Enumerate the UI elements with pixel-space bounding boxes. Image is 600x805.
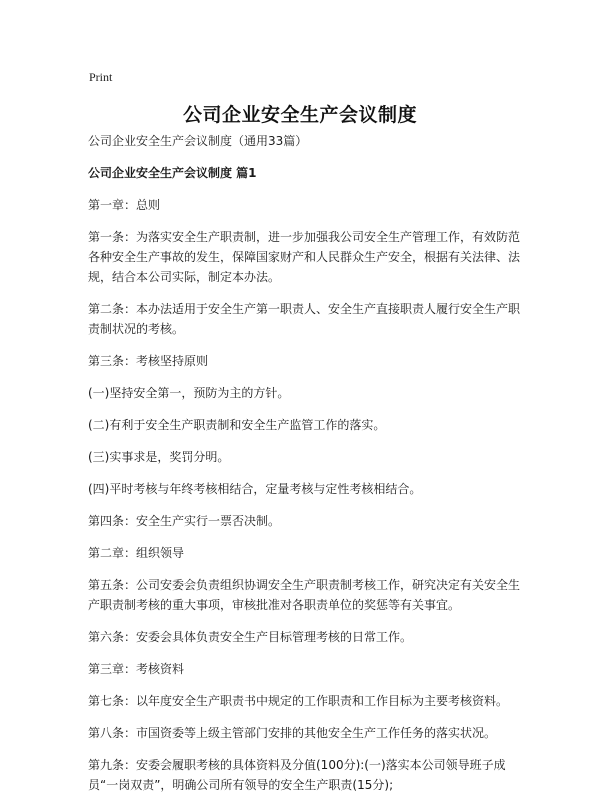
list-item: (三)实事求是，奖罚分明。 [88, 450, 230, 464]
document-body [88, 131, 524, 805]
document-title: 公司企业安全生产会议制度 [182, 104, 417, 126]
paragraph: 第四条：安全生产实行一票否决制。 [88, 514, 281, 528]
chapter-heading: 第三章：考核资料 [88, 662, 185, 676]
paragraph: 第二条：本办法适用于安全生产第一职责人、安全生产直接职责人履行安全生产职责制状况的考核。 [88, 302, 521, 336]
chapter-heading: 第一章：总则 [88, 198, 161, 212]
paragraph: 第一条：为落实安全生产职责制，进一步加强我公司安全生产管理工作，有效防范各种安全生产事故的发生，保障国家财产和人民群众生产安全，根据有关法律、法规，结合本公司实际，制定本办法。 [88, 230, 521, 284]
list-item: (二)有利于安全生产职责制和安全生产监管工作的落实。 [88, 418, 386, 432]
document-subtitle: 公司企业安全生产会议制度（通用33篇） [88, 134, 308, 148]
paragraph: 第九条：安委会履职考核的具体资料及分值(100分):(一)落实本公司领导班子成员“一岗双责”，明确公司所有领导的安全生产职责(15分); [88, 758, 506, 792]
paragraph: 第六条：安委会具体负责安全生产目标管理考核的日常工作。 [88, 630, 413, 644]
paragraph: 第七条：以年度安全生产职责书中规定的工作职责和工作目标为主要考核资料。 [88, 694, 509, 708]
paragraph: 第三条：考核坚持原则 [88, 354, 209, 368]
list-item: (一)坚持安全第一，预防为主的方针。 [88, 386, 290, 400]
paragraph: 第八条：市国资委等上级主管部门安排的其他安全生产工作任务的落实状况。 [88, 726, 497, 740]
paragraph: 第五条：公司安委会负责组织协调安全生产职责制考核工作，研究决定有关安全生产职责制考核的重大事项，审核批准对各职责单位的奖惩等有关事宜。 [88, 578, 521, 612]
list-item: (四)平时考核与年终考核相结合，定量考核与定性考核相结合。 [88, 482, 422, 496]
print-link[interactable]: Print [89, 70, 113, 84]
chapter-heading: 第二章：组织领导 [88, 546, 185, 560]
section-heading: 公司企业安全生产会议制度 篇1 [88, 166, 257, 180]
